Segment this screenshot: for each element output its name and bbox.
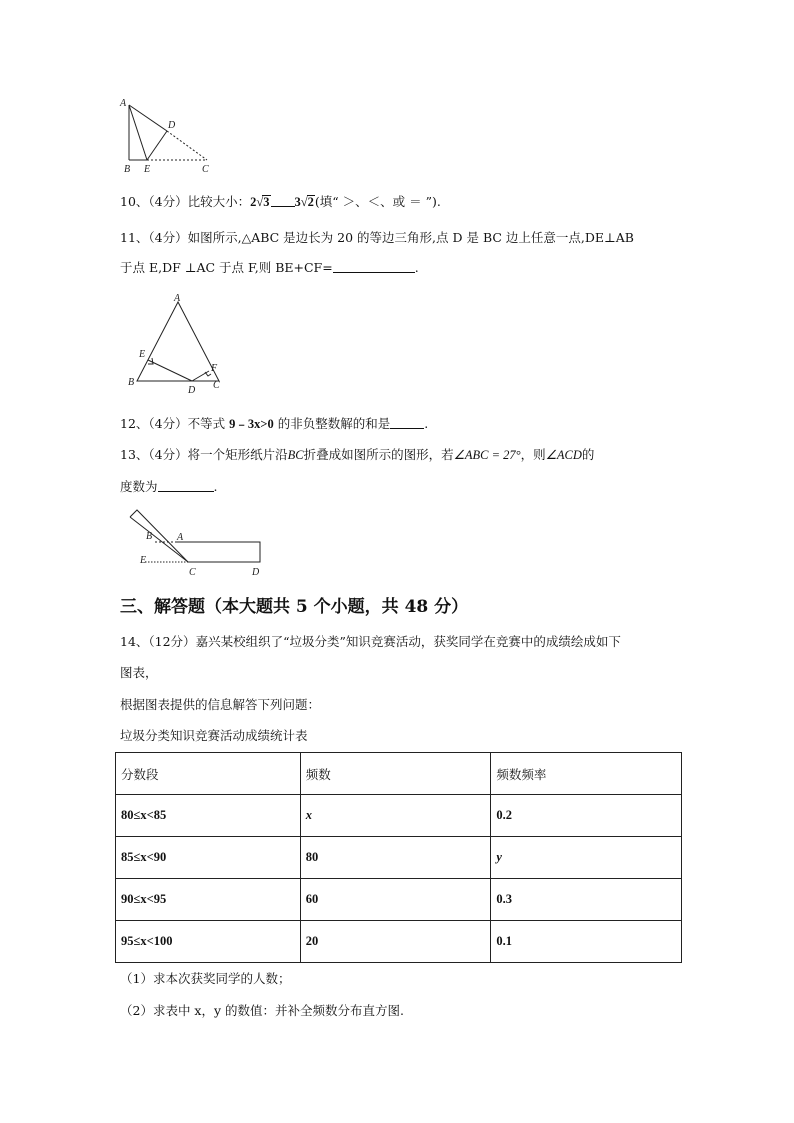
label-D: D — [168, 120, 176, 131]
cell-rate: y — [491, 837, 682, 879]
question-14-sub1: （1）求本次获奖同学的人数； — [120, 971, 291, 986]
question-14-line1: 14、（12分）嘉兴某校组织了“垃圾分类”知识竞赛活动，获奖同学在竞赛中的成绩绘成如下 — [120, 634, 621, 649]
answer-blank-q10[interactable] — [271, 193, 295, 207]
cell-frequency: x — [300, 795, 491, 837]
cell-frequency: 60 — [300, 879, 491, 921]
header-frequency-rate: 频数频率 — [491, 753, 682, 795]
section-title: 三、解答题（本大题共 5 个小题，共 48 分） — [120, 597, 469, 617]
label-D: D — [252, 567, 260, 578]
header-frequency: 频数 — [300, 753, 491, 795]
question-14-line2: 图表， — [120, 665, 158, 680]
table-row — [116, 837, 682, 879]
question-13-line1: 13、（4分）将一个矩形纸片沿BC折叠成如图所示的图形，若∠ABC = 27°，则∠ACD的 — [120, 447, 595, 462]
cell-rate: 0.1 — [491, 921, 682, 963]
label-C: C — [189, 567, 196, 578]
cell-range: 90≤x<95 — [116, 879, 301, 921]
label-B: B — [124, 164, 131, 175]
header-score-range: 分数段 — [116, 753, 301, 795]
table-row — [116, 795, 682, 837]
cell-range: 95≤x<100 — [116, 921, 301, 963]
label-D: D — [188, 385, 196, 396]
table-title: 垃圾分类知识竞赛活动成绩统计表 — [120, 728, 308, 743]
question-14-sub2: （2）求表中 x，y 的数值：并补全频数分布直方图. — [120, 1003, 404, 1018]
question-14-line3: 根据图表提供的信息解答下列问题： — [120, 697, 321, 712]
label-A: A — [120, 98, 127, 109]
label-C: C — [213, 380, 220, 391]
cell-range: 80≤x<85 — [116, 795, 301, 837]
answer-blank-q13[interactable] — [158, 478, 214, 492]
figure-q11 — [125, 292, 235, 397]
score-statistics-table — [115, 752, 682, 963]
cell-rate: 0.2 — [491, 795, 682, 837]
cell-frequency: 20 — [300, 921, 491, 963]
label-E: E — [144, 164, 151, 175]
table-row — [116, 879, 682, 921]
label-F: F — [211, 363, 218, 374]
label-A: A — [177, 532, 184, 543]
answer-blank-q12[interactable] — [390, 415, 424, 429]
question-13-line2: 度数为 . — [120, 479, 218, 494]
question-12: 12、（4分）不等式 9﹣3x>0 的非负整数解的和是 . — [120, 416, 429, 431]
label-E: E — [139, 349, 146, 360]
cell-rate: 0.3 — [491, 879, 682, 921]
question-10: 10、（4分）比较大小：2√3 3√2(填“ ＞、＜、或 ＝ ”). — [120, 194, 441, 209]
label-B: B — [128, 377, 135, 388]
label-E: E — [140, 555, 147, 566]
answer-blank-q11[interactable] — [333, 259, 415, 273]
cell-frequency: 80 — [300, 837, 491, 879]
question-11-line1: 11、（4分）如图所示,△ABC 是边长为 20 的等边三角形,点 D 是 BC 边上任意一点,DE⊥AB — [120, 230, 634, 245]
table-header-row — [116, 753, 682, 795]
question-11-line2: 于点 E,DF ⊥AC 于点 F,则 BE+CF= . — [120, 260, 419, 275]
label-A: A — [174, 293, 181, 304]
label-C: C — [202, 164, 209, 175]
figure-q9 — [115, 95, 225, 180]
label-B: B — [146, 531, 153, 542]
table-row — [116, 921, 682, 963]
cell-range: 85≤x<90 — [116, 837, 301, 879]
figure-q13 — [125, 505, 275, 580]
